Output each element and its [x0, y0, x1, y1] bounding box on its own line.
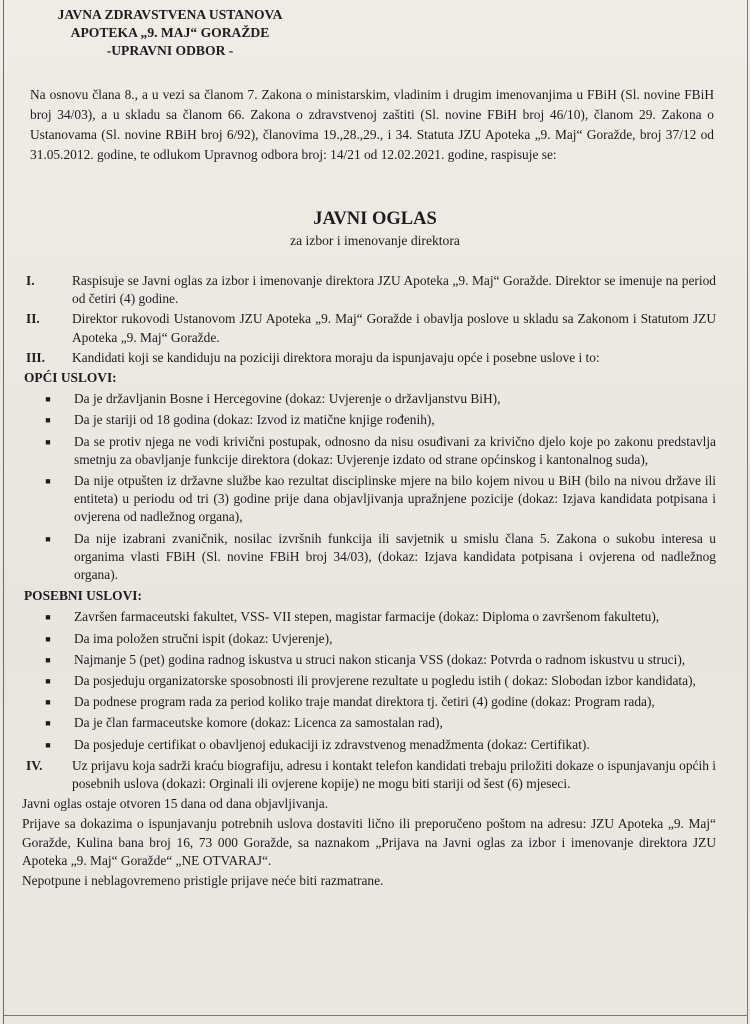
- bullet-icon: ■: [45, 476, 51, 487]
- general-conditions-list: [22, 390, 716, 584]
- bullet-icon: ■: [45, 654, 51, 665]
- section-number: IV.: [26, 757, 43, 773]
- document-subtitle: za izbor i imenovanje direktora: [290, 233, 460, 248]
- bullet-icon: ■: [45, 739, 51, 750]
- bullet-icon: ■: [45, 718, 51, 729]
- document-title: JAVNI OGLAS: [313, 209, 437, 229]
- list-item: ■ Da je državljanin Bosne i Hercegovine (dokaz: Uvjerenje o državljanstvu BiH),: [22, 390, 716, 408]
- list-item: ■ Da nije otpušten iz državne službe kao rezultat disciplinske mjere na bilo kojem nivou u BiH (bilo na nivou države ili entiteta) u periodu od tri (3) godine prije dana objavljivanja upražnjene pozicije (dokaz: Izjava kandidata potpisana i ovjerena od nadležnog organa),: [22, 472, 716, 527]
- section-3: [22, 349, 716, 367]
- section-2: [22, 310, 716, 346]
- list-item: ■ Najmanje 5 (pet) godina radnog iskustva u struci nakon sticanja VSS (dokaz: Potvrda o radnom iskustvu u struci),: [22, 651, 716, 669]
- list-item: ■ Da je stariji od 18 godina (dokaz: Izvod iz matične knjige rođenih),: [22, 411, 716, 429]
- list-item: ■ Da se protiv njega ne vodi krivični postupak, odnosno da nisu osuđivani za krivično djelo koje po zakonu predstavlja smetnju za obavljanje funkcije direktora (dokaz: Uvjerenje izdato od strane općinskog i kantonalnog suda),: [22, 433, 716, 469]
- section-number: III.: [26, 349, 45, 365]
- intro-paragraph: Na osnovu člana 8., a u vezi sa članom 7. Zakona o ministarskim, vladinim i drugim imenovanjima u FBiH (Sl. novine FBiH broj 34/03), a u skladu sa članom 66. Zakona o zdravstvenoj zaštiti (Sl. novine FBiH broj 46/10), članom 29. Zakona o Ustanovama (Sl. novine RBiH broj 6/92), članovima 19.,28.,29., i 34. Statuta JZU Apoteka „9. Maj“ Goražde, broj 37/12 od 31.05.2012. godine, te odlukom Upravnog odbora broj: 14/21 od 12.02.2021. godine, raspisuje se:: [30, 87, 714, 162]
- bullet-icon: ■: [45, 415, 51, 426]
- closing-open-period: Javni oglas ostaje otvoren 15 dana od dana objavljivanja.: [22, 796, 329, 812]
- section-number: II.: [26, 311, 40, 327]
- section-text: Uz prijavu koja sadrži kraću biografiju, adresu i kontakt telefon kandidati trebaju priložiti dokaze o ispunjavanju općih i posebnih uslova (dokazi: Orginali ili ovjerene kopije) ne mogu biti stariji od šest (6) mjeseci.: [72, 757, 716, 792]
- section-text: Kandidati koji se kandiduju na poziciji direktora moraju da ispunjavaju opće i posebne uslove i to:: [72, 349, 600, 365]
- bullet-icon: ■: [45, 612, 51, 623]
- general-conditions-heading: OPĆI USLOVI:: [24, 370, 117, 386]
- section-number: I.: [26, 273, 35, 288]
- frame-bottom-border: [3, 1015, 748, 1016]
- bullet-icon: ■: [45, 533, 51, 544]
- institution-header: [20, 6, 320, 60]
- header-line-1: JAVNA ZDRAVSTVENA USTANOVA: [57, 7, 283, 22]
- section-text: Direktor rukovodi Ustanovom JZU Apoteka „9. Maj“ Goražde i obavlja poslove u skladu sa Zakonom i Statutom JZU Apoteka „9. Maj“ Goražde.: [72, 311, 716, 345]
- list-item: ■ Da nije izabrani zvaničnik, nosilac izvršnih funkcija ili savjetnik u smislu člana 5. Zakona o sukobu interesa u organima vlasti FBiH (Sl. novine FBiH broj 34/03), (dokaz: Izjava kandidata potpisana i ovjerena od nadležnog organa).: [22, 530, 716, 585]
- closing-paragraphs: [22, 795, 716, 890]
- frame-left-border: [3, 0, 4, 1024]
- list-item: ■ Da posjeduje certifikat o obavljenoj edukaciji iz zdravstvenog menadžmenta (dokaz: Certifikat).: [22, 736, 716, 754]
- header-line-2: APOTEKA „9. MAJ“ GORAŽDE: [70, 25, 270, 40]
- list-item: ■ Da podnese program rada za period koliko traje mandat direktora tj. četiri (4) godine (dokaz: Program rada),: [22, 693, 716, 711]
- closing-submission-address: Prijave sa dokazima o ispunjavanju potrebnih uslova dostaviti lično ili preporučeno poštom na adresu: JZU Apoteka „9. Maj“ Goražde, Kulina bana broj 16, 73 000 Goražde, sa naznakom „Prijava na Javni oglas za izbor i imenovanje direktora JZU Apoteka „9. Maj“ Goražde“ „NE OTVARAJ“.: [22, 816, 716, 868]
- bullet-icon: ■: [45, 697, 51, 708]
- list-item: ■ Da je član farmaceutske komore (dokaz: Licenca za samostalan rad),: [22, 714, 716, 732]
- list-item: ■ Da posjeduju organizatorske sposobnosti ili provjerene rezultate u pogledu istih ( dokaz: Slobodan izbor kandidata),: [22, 672, 716, 690]
- bullet-icon: ■: [45, 676, 51, 687]
- section-4: [22, 757, 716, 793]
- frame-right-border: [747, 0, 748, 1024]
- announcement-body: [22, 272, 716, 892]
- section-text: Raspisuje se Javni oglas za izbor i imenovanje direktora JZU Apoteka „9. Maj“ Goražde. Direktor se imenuje na period od četiri (4) godine.: [72, 273, 716, 307]
- special-conditions-heading: POSEBNI USLOVI:: [24, 588, 142, 604]
- list-item: ■ Završen farmaceutski fakultet, VSS- VII stepen, magistar farmacije (dokaz: Diploma o završenom fakultetu),: [22, 608, 716, 626]
- list-item: ■ Da ima položen stručni ispit (dokaz: Uvjerenje),: [22, 630, 716, 648]
- bullet-icon: ■: [45, 394, 51, 405]
- section-1: [22, 272, 716, 308]
- header-line-3: -UPRAVNI ODBOR -: [106, 43, 234, 58]
- bullet-icon: ■: [45, 436, 51, 447]
- closing-incomplete-note: Nepotpune i neblagovremeno pristigle prijave neće biti razmatrane.: [22, 873, 384, 889]
- special-conditions-list: [22, 608, 716, 753]
- bullet-icon: ■: [45, 633, 51, 644]
